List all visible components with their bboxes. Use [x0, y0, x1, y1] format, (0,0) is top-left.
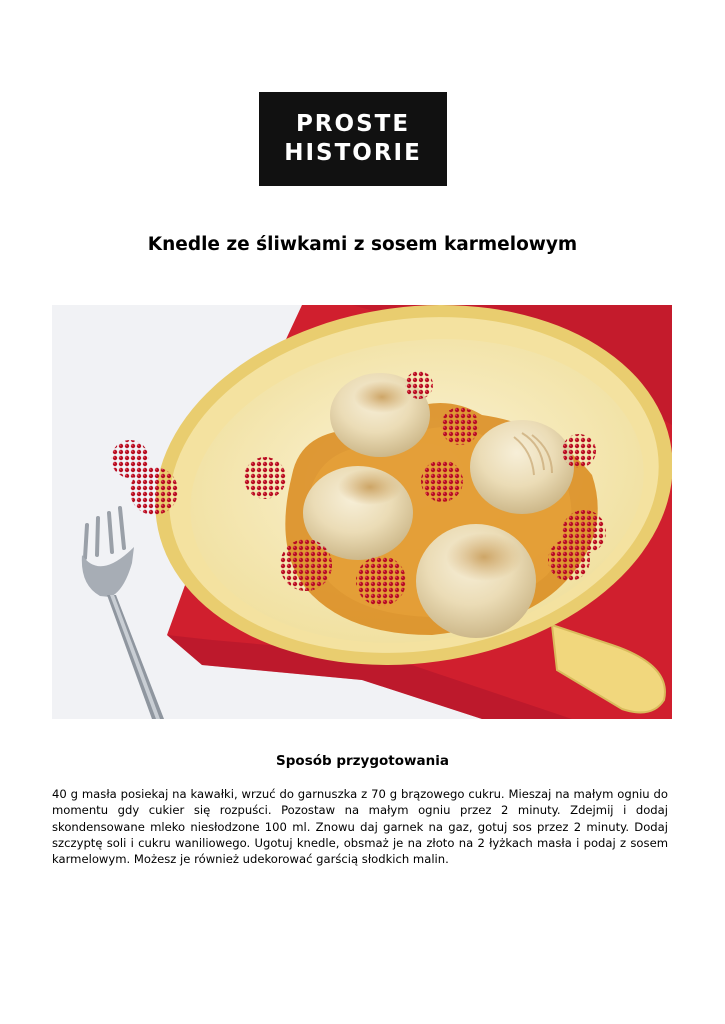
raspberry [562, 434, 596, 468]
dumpling [470, 420, 574, 514]
dumplings-photo [52, 305, 672, 719]
raspberry [421, 460, 463, 502]
logo-line-2: HISTORIE [284, 140, 422, 166]
logo-line-1: PROSTE [295, 111, 411, 137]
raspberry [244, 457, 286, 499]
recipe-title: Knedle ze śliwkami z sosem karmelowym [147, 234, 578, 255]
raspberry [280, 539, 332, 591]
raspberry [356, 556, 406, 606]
raspberry [130, 467, 178, 515]
raspberry [548, 539, 590, 581]
raspberry [405, 371, 433, 399]
brand-logo [259, 92, 447, 186]
instructions-paragraph: 40 g masła posiekaj na kawałki, wrzuć do garnuszka z 70 g brązowego cukru. Mieszaj na małym ogniu do momentu gdy cukier się rozpuści. Pozostaw na małym ogniu przez 2 minuty. Zdejmij i dodaj skondensowane mleko niesłodzone 100 ml. Znowu daj garnek na gaz, gotuj sos przez 2 minuty. Dodaj szczyptę soli i cukru waniliowego. Ugotuj knedle, obsmaż je na złoto na 2 łyżkach masła i podaj z sosem karmelowym. Możesz je również udekorować garścią słodkich malin. [52, 787, 668, 867]
section-title: Sposób przygotowania [276, 753, 449, 769]
raspberry [441, 407, 479, 445]
dumpling [416, 524, 536, 638]
